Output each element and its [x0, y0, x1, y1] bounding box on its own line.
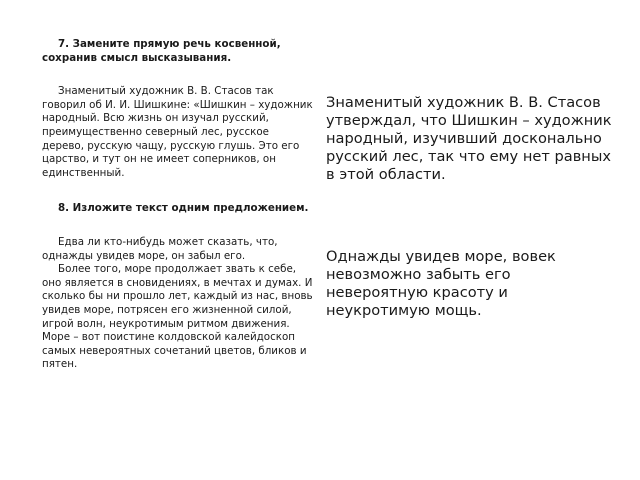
- task-7-text: Знаменитый художник В. В. Стасов так говорил об И. И. Шишкине: «Шишкин – художник народный. Всю жизнь он изучал русский, преимущественно северный лес, русское дерево, русскую чащу, русскую глушь. Это его царство, и тут он не имеет соперников, он единственный.: [42, 85, 313, 179]
- task-7-heading: 7. Замените прямую речь косвенной, сохранив смысл высказывания.: [42, 38, 281, 64]
- task-7-answer: Знаменитый художник В. В. Стасов утверждал, что Шишкин – художник народный, изучивший досконально русский лес, так что ему нет равных в этой области.: [326, 94, 612, 183]
- task-8-heading: 8. Изложите текст одним предложением.: [58, 202, 309, 215]
- exercise-column: [42, 38, 314, 372]
- answers-column: [326, 94, 616, 319]
- task-8-text-paragraph-1: Едва ли кто-нибудь может сказать, что, однажды увидев море, он забыл его.: [42, 235, 278, 262]
- task-8-text-paragraph-2: Более того, море продолжает звать к себе, оно является в сновидениях, в мечтах и думах. И сколько бы ни прошло лет, каждый из нас, вновь увидев море, потрясен его жизненной силой, игрой волн, неукротимым ритмом движения. Море – вот поистине колдовской калейдоскоп самых невероятных сочетаний цветов, бликов и пятен.: [42, 263, 313, 371]
- task-8-answer: Однажды увидев море, вовек невозможно забыть его невероятную красоту и неукротимую мощь.: [326, 248, 556, 319]
